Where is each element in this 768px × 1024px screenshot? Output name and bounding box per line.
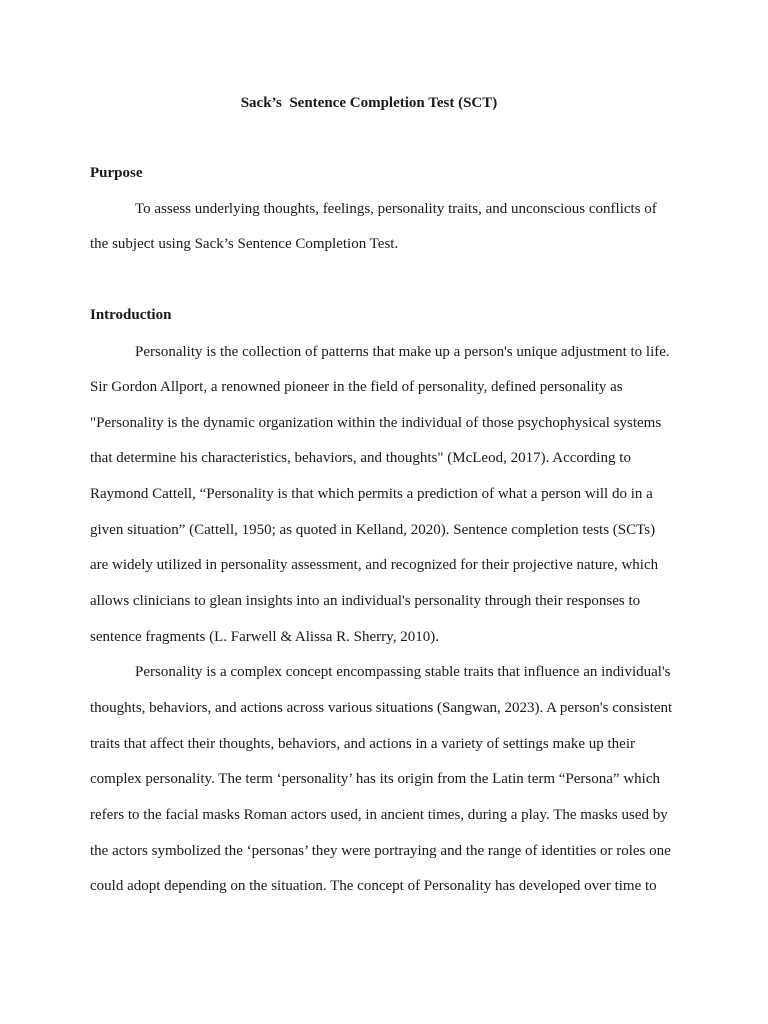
introduction-heading: Introduction — [90, 307, 172, 323]
intro-p1-line-7: are widely utilized in personality assessment, and recognized for their projective nature, which — [90, 557, 659, 573]
intro-p1-line-4: that determine his characteristics, behaviors, and thoughts" (McLeod, 2017). According to — [90, 450, 631, 466]
intro-p2-line-5: refers to the facial masks Roman actors used, in ancient times, during a play. The masks used by — [90, 807, 668, 823]
intro-p1-line-2: Sir Gordon Allport, a renowned pioneer in the field of personality, defined personality as — [90, 379, 623, 395]
intro-p2-line-1: Personality is a complex concept encompassing stable traits that influence an individual's — [135, 664, 671, 680]
intro-p2-line-3: traits that affect their thoughts, behaviors, and actions in a variety of settings make up their — [90, 736, 635, 752]
purpose-heading: Purpose — [90, 165, 143, 181]
intro-p2-line-2: thoughts, behaviors, and actions across various situations (Sangwan, 2023). A person's consistent — [90, 700, 673, 716]
document-title: Sack’s Sentence Completion Test (SCT) — [240, 95, 498, 111]
intro-p1-line-6: given situation” (Cattell, 1950; as quoted in Kelland, 2020). Sentence completion tests (SCTs) — [90, 522, 656, 538]
intro-p1-line-3: "Personality is the dynamic organization within the individual of those psychophysical systems — [90, 415, 662, 431]
intro-p2-line-6: the actors symbolized the ‘personas’ they were portraying and the range of identities or roles one — [90, 843, 671, 859]
intro-p2-line-7: could adopt depending on the situation. The concept of Personality has developed over time to — [90, 878, 657, 894]
purpose-line-2: the subject using Sack’s Sentence Completion Test. — [90, 236, 399, 252]
intro-p1-line-9: sentence fragments (L. Farwell & Alissa R. Sherry, 2010). — [90, 629, 439, 645]
intro-p1-line-5: Raymond Cattell, “Personality is that which permits a prediction of what a person will do in a — [90, 486, 653, 502]
intro-p1-line-1: Personality is the collection of patterns that make up a person's unique adjustment to life. — [135, 344, 670, 360]
intro-p2-line-4: complex personality. The term ‘personality’ has its origin from the Latin term “Persona” which — [90, 771, 660, 787]
intro-p1-line-8: allows clinicians to glean insights into an individual's personality through their responses to — [90, 593, 641, 609]
purpose-line-1: To assess underlying thoughts, feelings, personality traits, and unconscious conflicts of — [135, 201, 657, 217]
